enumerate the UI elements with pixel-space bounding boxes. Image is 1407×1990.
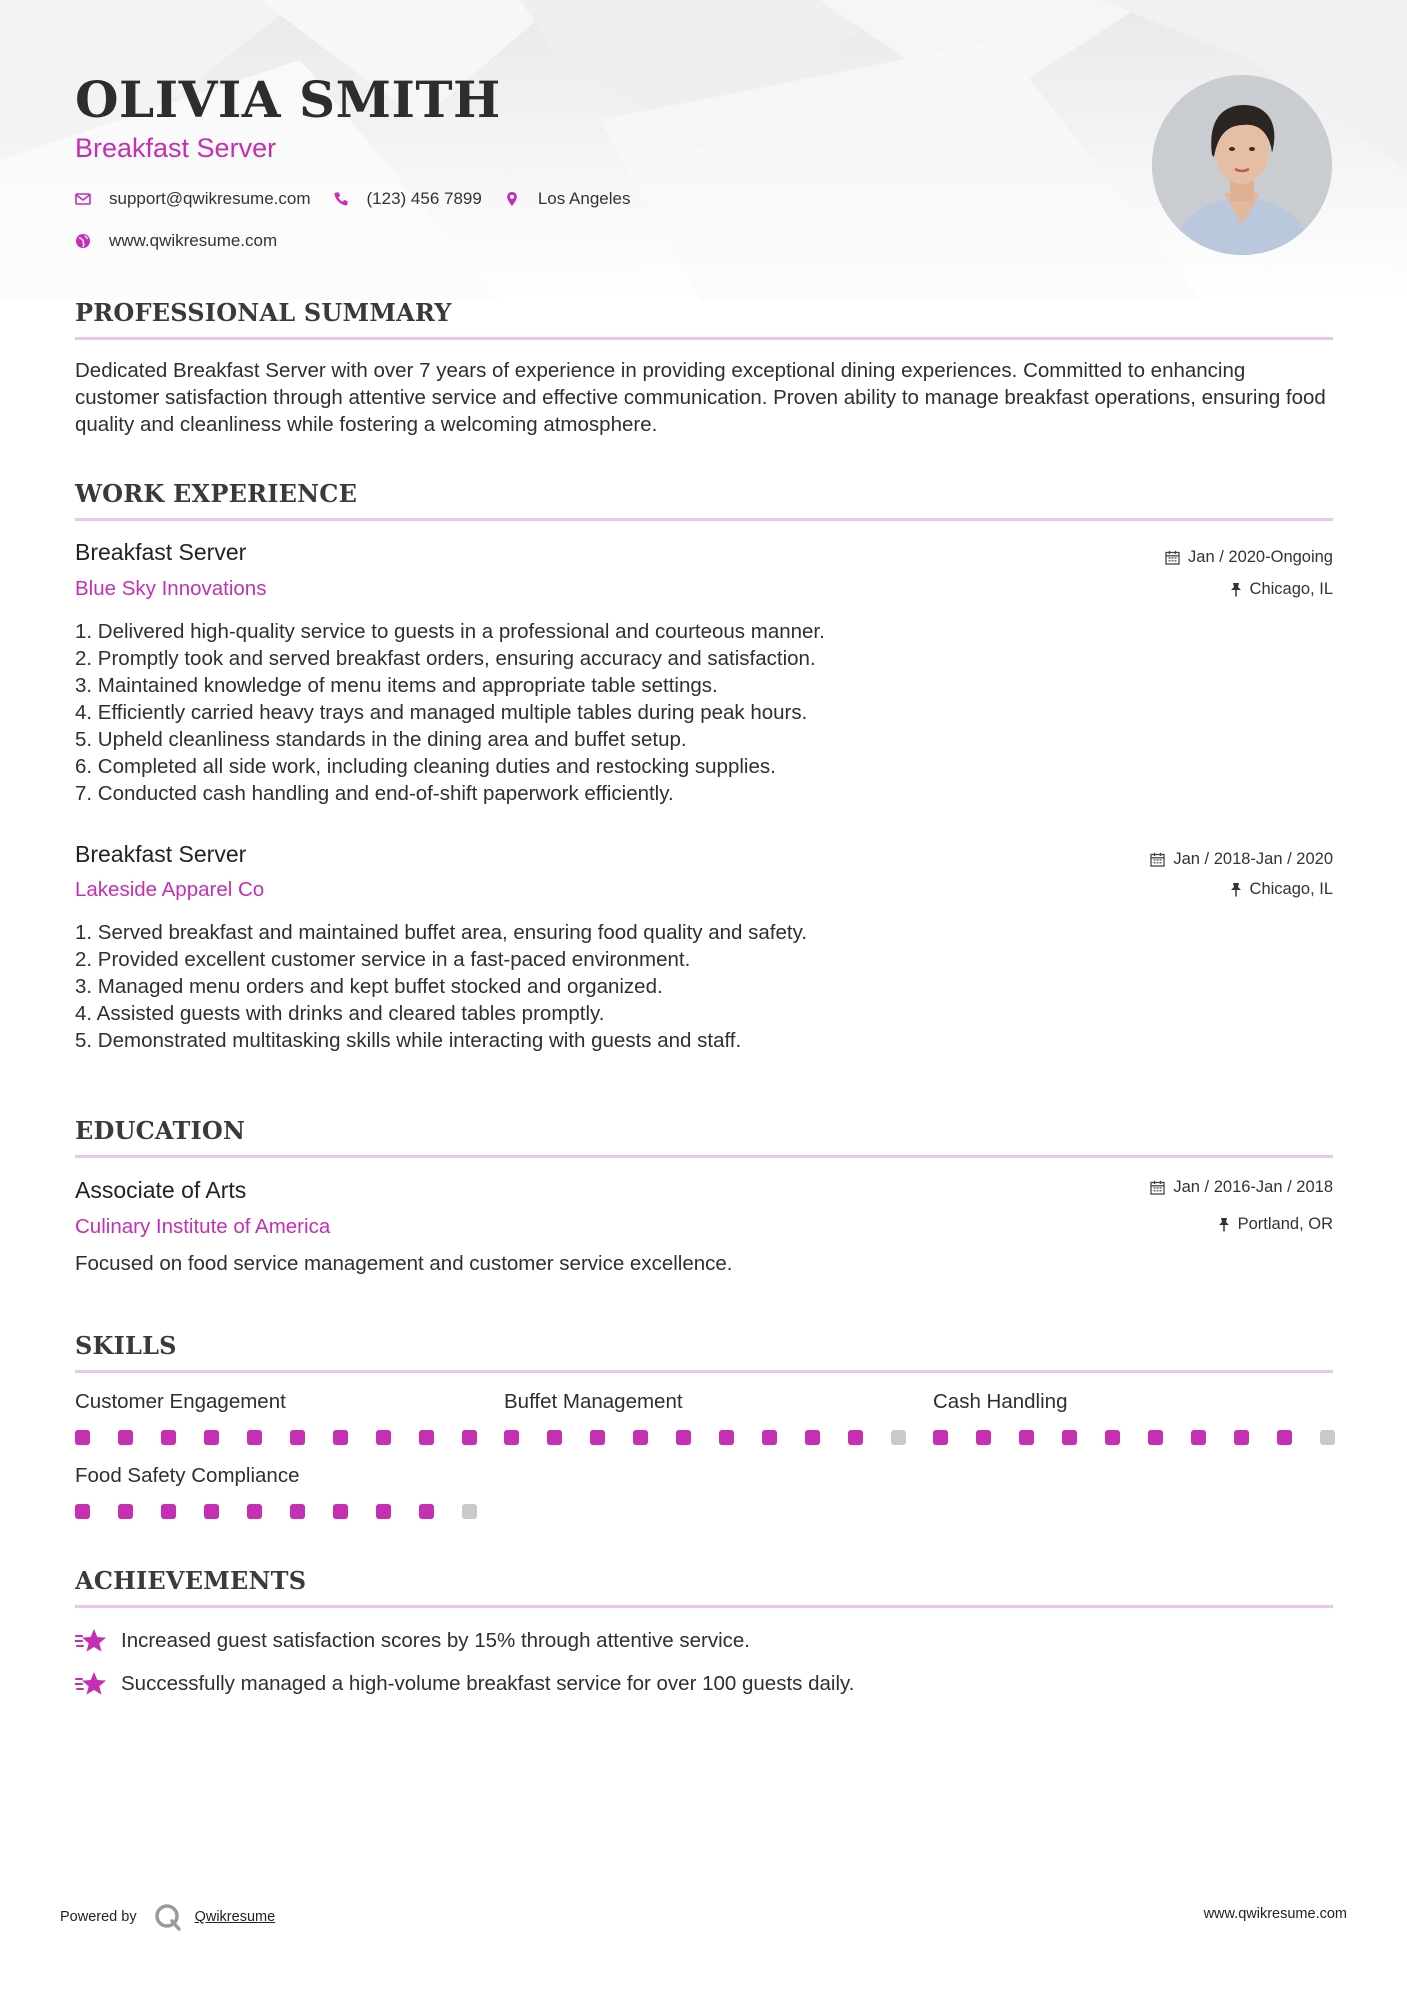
phone-contact[interactable] [333,189,482,209]
achievement-item [75,1670,854,1698]
education-location [1218,1215,1333,1234]
phone-icon [333,191,349,207]
education-heading: EDUCATION [75,1116,246,1145]
list-item: 4. Assisted guests with drinks and cleared tables promptly. [75,1002,605,1025]
summary-heading: PROFESSIONAL SUMMARY [75,298,452,327]
footer-branding [60,1902,275,1932]
skill-dot-filled [75,1430,90,1445]
skill-dot-filled [1277,1430,1292,1445]
work-heading: WORK EXPERIENCE [75,479,358,508]
job-2-location [1230,880,1333,899]
job-1-bullets [75,618,825,807]
avatar [1152,75,1332,255]
skill-dot-filled [1019,1430,1034,1445]
qwikresume-logo-icon [153,1902,183,1932]
skill-dot-filled [247,1504,262,1519]
list-item: 4. Efficiently carried heavy trays and managed multiple tables during peak hours. [75,701,808,724]
skill-dot-filled [590,1430,605,1445]
profile-photo [1152,75,1332,255]
skill-dot-empty [1320,1430,1335,1445]
skill-dot-filled [118,1430,133,1445]
qwikresume-link[interactable]: Qwikresume [194,1909,276,1925]
education-description: Focused on food service management and customer service excellence. [75,1252,733,1275]
job-2-date-text: Jan / 2018-Jan / 2020 [1173,850,1333,868]
skill-dot-filled [290,1504,305,1519]
skill-dot-filled [676,1430,691,1445]
summary-text: Dedicated Breakfast Server with over 7 years of experience in providing exceptional dining experiences. Committed to enhancing customer satisfaction through attentive service and effective communication. Proven ability to manage breakfast operations, ensuring food quality and cleanliness while fostering a welcoming atmosphere. [75,359,1326,436]
candidate-name: OLIVIA SMITH [75,70,501,129]
skill-dot-filled [1191,1430,1206,1445]
pushpin-icon [1230,882,1242,897]
skill-dot-filled [719,1430,734,1445]
job-2-bullets [75,919,807,1054]
job-1-date [1165,548,1333,567]
globe-icon [75,233,91,249]
skill-dot-filled [547,1430,562,1445]
education-date-text: Jan / 2016-Jan / 2018 [1173,1178,1333,1196]
skill-dot-filled [633,1430,648,1445]
section-divider [75,1370,1333,1373]
skill-dot-filled [805,1430,820,1445]
skill-dot-filled [1234,1430,1249,1445]
skill-dot-filled [1105,1430,1120,1445]
job-2-date [1150,850,1333,869]
section-divider [75,1155,1333,1158]
skill-name: Food Safety Compliance [75,1464,300,1487]
pushpin-icon [1218,1217,1230,1232]
skill-dot-filled [419,1504,434,1519]
skill-name: Buffet Management [504,1390,683,1413]
calendar-icon [1165,550,1180,565]
job-2-location-text: Chicago, IL [1249,880,1333,898]
skill-dot-filled [1062,1430,1077,1445]
section-divider [75,337,1333,340]
email-text: support@qwikresume.com [109,189,311,208]
skill-rating [504,1430,934,1445]
skill-dot-empty [462,1504,477,1519]
list-item: 6. Completed all side work, including cleaning duties and restocking supplies. [75,755,776,778]
job-2-company: Lakeside Apparel Co [75,878,265,901]
job-1-location [1230,580,1333,599]
powered-by-label: Powered by [60,1909,137,1925]
skill-item [933,1390,1363,1445]
list-item: 3. Managed menu orders and kept buffet stocked and organized. [75,975,663,998]
skill-dot-filled [848,1430,863,1445]
skill-dot-filled [118,1504,133,1519]
skill-dot-filled [504,1430,519,1445]
skill-dot-filled [376,1430,391,1445]
skill-dot-filled [247,1430,262,1445]
skill-dot-filled [419,1430,434,1445]
list-item: 3. Maintained knowledge of menu items and appropriate table settings. [75,674,718,697]
website-text: www.qwikresume.com [109,231,278,250]
skill-name: Customer Engagement [75,1390,286,1413]
envelope-icon [75,191,91,207]
section-divider [75,518,1333,521]
job-2-title: Breakfast Server [75,841,247,867]
location-text: Los Angeles [537,189,631,208]
website-contact[interactable] [75,231,277,251]
skill-rating [75,1504,505,1519]
map-pin-icon [504,191,520,207]
calendar-icon [1150,852,1165,867]
list-item: 5. Demonstrated multitasking skills while interacting with guests and staff. [75,1029,742,1052]
skill-dot-filled [75,1504,90,1519]
skill-dot-filled [976,1430,991,1445]
star-icon [75,1670,107,1698]
location-contact [504,189,631,209]
achievement-text: Successfully managed a high-volume breakfast service for over 100 guests daily. [121,1672,855,1695]
skill-dot-filled [333,1430,348,1445]
calendar-icon [1150,1180,1165,1195]
education-location-text: Portland, OR [1237,1215,1333,1233]
skill-rating [75,1430,505,1445]
section-divider [75,1605,1333,1608]
list-item: 2. Provided excellent customer service in a fast-paced environment. [75,948,691,971]
skill-item [75,1390,505,1445]
skill-dot-filled [290,1430,305,1445]
skill-dot-filled [204,1504,219,1519]
job-1-location-text: Chicago, IL [1249,580,1333,598]
skill-dot-filled [161,1430,176,1445]
skill-item [504,1390,934,1445]
skills-heading: SKILLS [75,1331,177,1360]
pushpin-icon [1230,582,1242,597]
skill-item [75,1464,505,1519]
achievement-item [75,1627,750,1655]
skill-rating [933,1430,1363,1445]
skill-dot-filled [376,1504,391,1519]
skill-dot-filled [1148,1430,1163,1445]
list-item: 1. Served breakfast and maintained buffet area, ensuring food quality and safety. [75,921,808,944]
achievements-heading: ACHIEVEMENTS [75,1566,307,1595]
website-row [75,231,299,251]
email-contact[interactable] [75,189,311,209]
education-date [1150,1178,1333,1197]
skill-dot-filled [204,1430,219,1445]
skill-dot-empty [891,1430,906,1445]
contact-row [75,189,652,209]
skill-dot-filled [462,1430,477,1445]
list-item: 7. Conducted cash handling and end-of-shift paperwork efficiently. [75,782,674,805]
achievement-text: Increased guest satisfaction scores by 15% through attentive service. [121,1629,751,1652]
job-1-date-text: Jan / 2020-Ongoing [1188,548,1333,566]
list-item: 5. Upheld cleanliness standards in the dining area and buffet setup. [75,728,687,751]
job-1-title: Breakfast Server [75,539,247,565]
job-1-company: Blue Sky Innovations [75,577,267,600]
list-item: 1. Delivered high-quality service to guests in a professional and courteous manner. [75,620,825,643]
skill-dot-filled [933,1430,948,1445]
star-icon [75,1627,107,1655]
skill-dot-filled [161,1504,176,1519]
skill-dot-filled [762,1430,777,1445]
phone-text: (123) 456 7899 [366,189,482,208]
list-item: 2. Promptly took and served breakfast orders, ensuring accuracy and satisfaction. [75,647,816,670]
job-title: Breakfast Server [75,133,277,163]
skill-name: Cash Handling [933,1390,1068,1413]
education-degree: Associate of Arts [75,1177,247,1203]
footer-website-link[interactable]: www.qwikresume.com [1203,1906,1347,1922]
skill-dot-filled [333,1504,348,1519]
education-school: Culinary Institute of America [75,1215,331,1238]
